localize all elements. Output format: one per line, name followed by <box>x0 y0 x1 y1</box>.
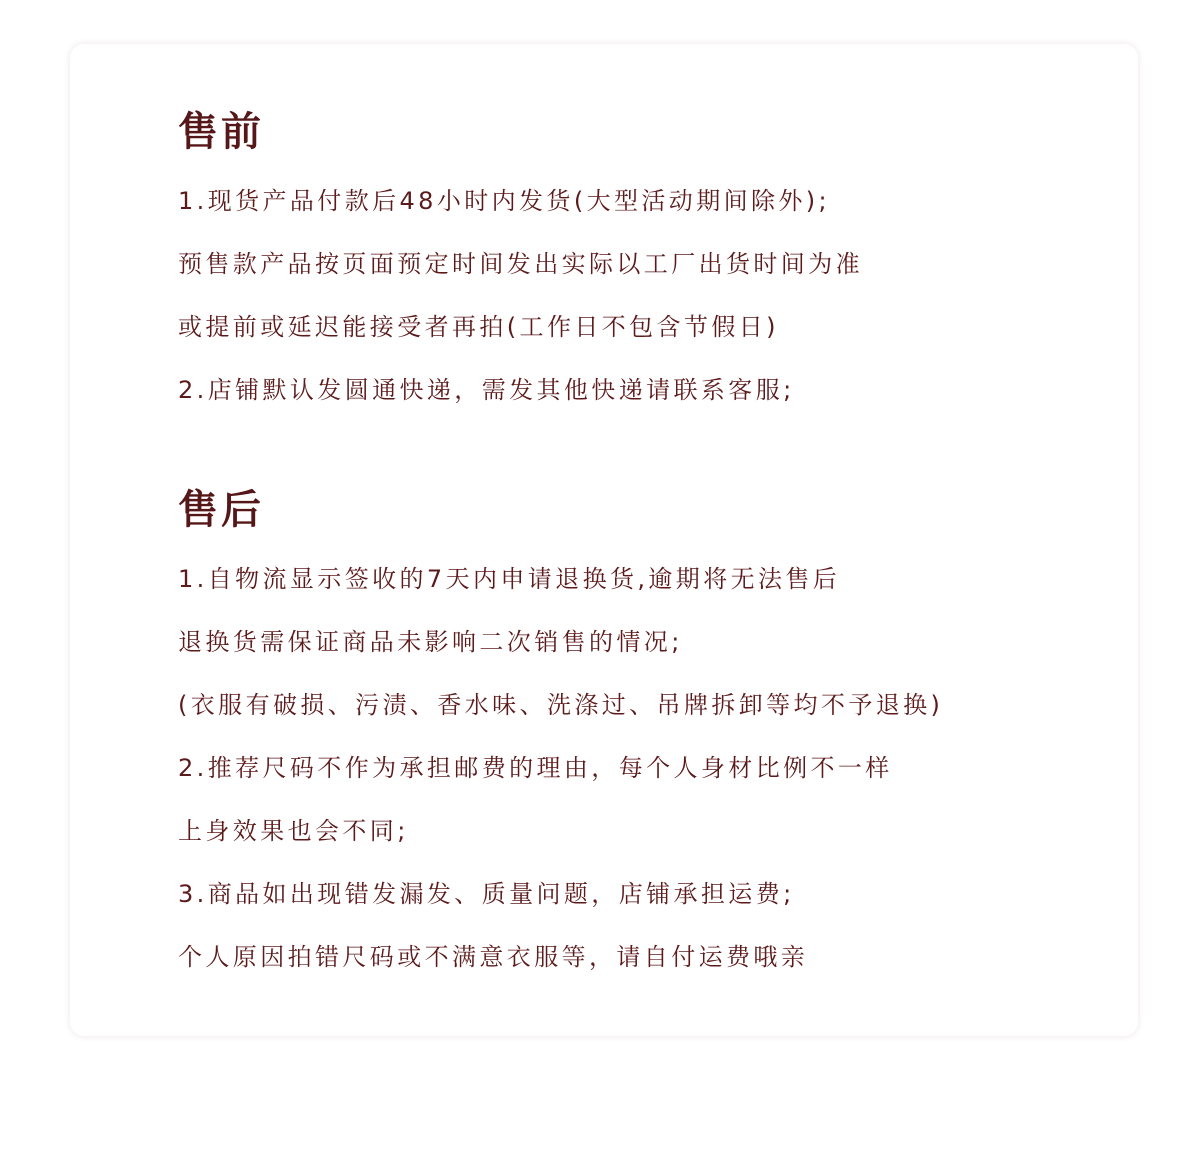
pre-sale-line: 预售款产品按页面预定时间发出实际以工厂出货时间为准 <box>178 250 863 278</box>
after-sale-line: (衣服有破损、污渍、香水味、洗涤过、吊牌拆卸等均不予退换) <box>178 691 944 719</box>
after-sale-line: 1.自物流显示签收的7天内申请退换货,逾期将无法售后 <box>178 565 841 593</box>
pre-sale-line: 1.现货产品付款后48小时内发货(大型活动期间除外); <box>178 187 831 215</box>
pre-sale-title: 售前 <box>178 109 264 155</box>
pre-sale-line: 或提前或延迟能接受者再拍(工作日不包含节假日) <box>178 313 779 341</box>
after-sale-line: 个人原因拍错尺码或不满意衣服等，请自付运费哦亲 <box>178 943 809 971</box>
after-sale-line: 退换货需保证商品未影响二次销售的情况; <box>178 628 683 656</box>
policy-card <box>70 44 1138 1036</box>
pre-sale-line: 2.店铺默认发圆通快递，需发其他快递请联系客服; <box>178 376 795 404</box>
after-sale-line: 3.商品如出现错发漏发、质量问题，店铺承担运费; <box>178 880 795 908</box>
after-sale-line: 2.推荐尺码不作为承担邮费的理由，每个人身材比例不一样 <box>178 754 893 782</box>
pre-sale-section <box>178 108 1118 422</box>
after-sale-section <box>178 486 1118 989</box>
after-sale-title: 售后 <box>178 487 264 533</box>
after-sale-line: 上身效果也会不同; <box>178 817 409 845</box>
